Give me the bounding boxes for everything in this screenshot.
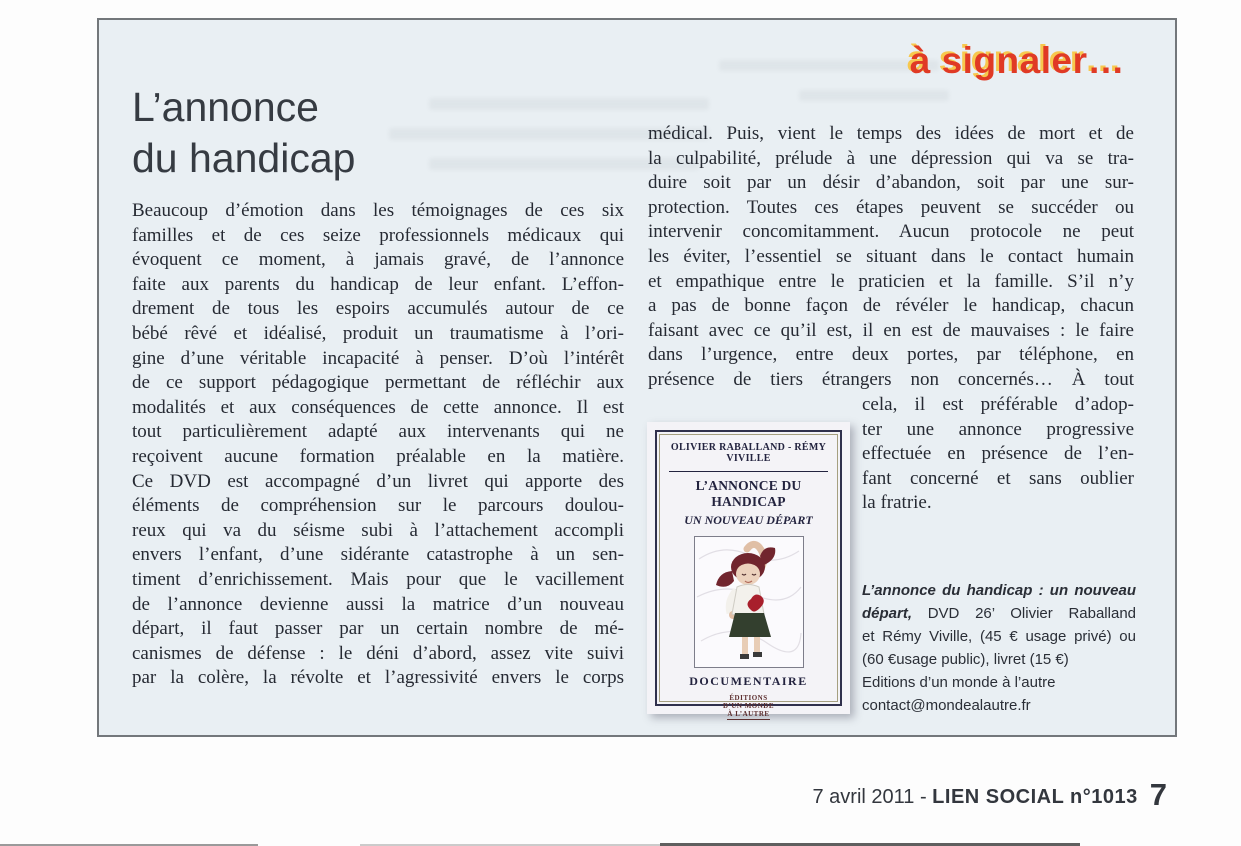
text-line: fant concerné et sans oublier [862,467,1134,489]
text-line: évoquent ce moment, à jamais gravé, de l’annonce [132,249,624,271]
caption-line: (60 €usage public), livret (15 €) [862,651,1069,668]
caption-publisher-line: Editions d’un monde à l’autre [862,674,1056,691]
text-line: envers l’enfant, d’une sidérante catastrophe à un sen- [132,544,624,566]
text-line: protection. Toutes ces étapes peuvent se succéder ou [648,196,1134,218]
dvd-divider-rule [669,471,828,472]
caption-credits-part: DVD 26’ Olivier Raballand [927,605,1136,622]
article-title-line1: L’annonce [132,84,319,130]
text-line: drement de tous les espoirs accumulés autour de ce [132,298,624,320]
page-footer [812,775,1167,811]
caption-contact-email: contact@mondealautre.fr [862,697,1031,714]
text-line: la culpabilité, prélude à une dépression qui va se tra- [648,147,1134,169]
text-line: dans l’urgence, entre deux portes, par téléphone, en [648,344,1134,366]
text-line: présence de tiers étrangers non concernés… À tout [648,368,1134,390]
text-line: et empathique entre le praticien et la famille. S’il n’y [648,270,1134,292]
dvd-subtitle: UN NOUVEAU DÉPART [684,513,813,527]
text-line: familles et de ces seize professionnels médicaux qui [132,224,624,246]
text-line: tout particulièrement adapté aux intervenants qui ne [132,421,624,443]
text-line: départ, il faut passer par un certain nombre de mé- [132,618,624,640]
text-line: médical. Puis, vient le temps des idées de mort et de [648,123,1134,144]
footer-page-number: 7 [1149,777,1167,812]
text-line: effectuée en présence de l’en- [862,443,1134,465]
article-left-column [132,199,624,691]
text-line: éléments de compréhension sur le parcours doulou- [132,495,624,517]
dvd-caption [862,579,1136,717]
text-line: intervenir concomitamment. Aucun protocole ne peut [648,221,1134,243]
text-line: gine d’une véritable incapacité à penser. D’où l’intérêt [132,347,624,369]
page-showthrough-artifact [719,60,939,71]
article-title-line2: du handicap [132,135,356,181]
text-line: Ce DVD est accompagné d’un livret qui apporte des [132,470,624,492]
dvd-cover-frame [655,430,842,718]
text-line: modalités et aux conséquences de cette annonce. Il est [132,396,624,418]
text-line: par la colère, la révolte et l’agressivité envers le corps [132,667,624,689]
text-line: faite aux parents du handicap de leur enfant. L’effon- [132,273,624,295]
text-line: duire soit par un désir d’abandon, soit par une sur- [648,172,1134,194]
caption-title-part: départ, [862,605,913,622]
text-line: bébé rêvé et idéalisé, produit un traumatisme à l’ori- [132,322,624,344]
girl-illustration [695,537,803,667]
dvd-title: L’ANNONCE DU HANDICAP [695,478,802,509]
dvd-authors: OLIVIER RABALLAND - RÉMY VIVILLE [670,442,827,464]
footer-journal-name: LIEN SOCIAL n°1013 [932,786,1138,808]
dvd-illustration-box [694,536,804,668]
dvd-cover [647,422,850,718]
text-line: cela, il est préférable d’adop- [862,394,1134,415]
text-line: faisant avec ce qu’il est, il en est de mauvaises : le faire [648,319,1134,341]
text-line: ter une annonce progressive [862,418,1134,440]
dvd-publisher-logo [657,694,840,720]
footer-date: 7 avril 2011 - [812,786,933,808]
text-line: reux qui va du séisme subi à l’attachement accompli [132,519,624,541]
text-line: reçoivent aucune formation préalable en la matière. [132,445,624,467]
dvd-publisher-line2: D’UN MONDE [722,702,775,710]
text-line: Beaucoup d’émotion dans les témoignages de ces six [132,200,624,221]
caption-line [862,579,1136,602]
dvd-publisher-line3: À L’AUTRE [727,710,770,718]
text-line: de l’annonce devienne aussi la matrice d’un nouveau [132,593,624,615]
caption-title-part: L’annonce du handicap : un nouveau [862,582,1136,599]
page-showthrough-artifact [799,90,949,101]
text-line: de ce support pédagogique permettant de réfléchir aux [132,372,624,394]
dvd-genre: DOCUMENTAIRE [689,674,808,688]
text-line: a pas de bonne façon de révéler le handicap, chacun [648,295,1134,317]
section-header-label: à signaler… [909,40,1125,81]
article-panel [97,18,1177,737]
article-right-column [648,122,1134,393]
text-line: timent d’enrichissement. Mais pour que le vacillement [132,568,624,590]
article-right-column-wrapped [862,393,1134,516]
text-line: canismes de défense : le déni d’abord, assez vite suivi [132,642,624,664]
text-line: la fratrie. [862,492,932,514]
caption-line [862,602,1136,625]
page-showthrough-artifact [429,98,709,110]
dvd-publisher-line1: ÉDITIONS [729,694,768,702]
text-line: les éviter, l’essentiel se situant dans le contact humain [648,245,1134,267]
caption-line: et Rémy Viville, (45 € usage privé) ou [862,628,1136,645]
article-title [132,82,355,184]
